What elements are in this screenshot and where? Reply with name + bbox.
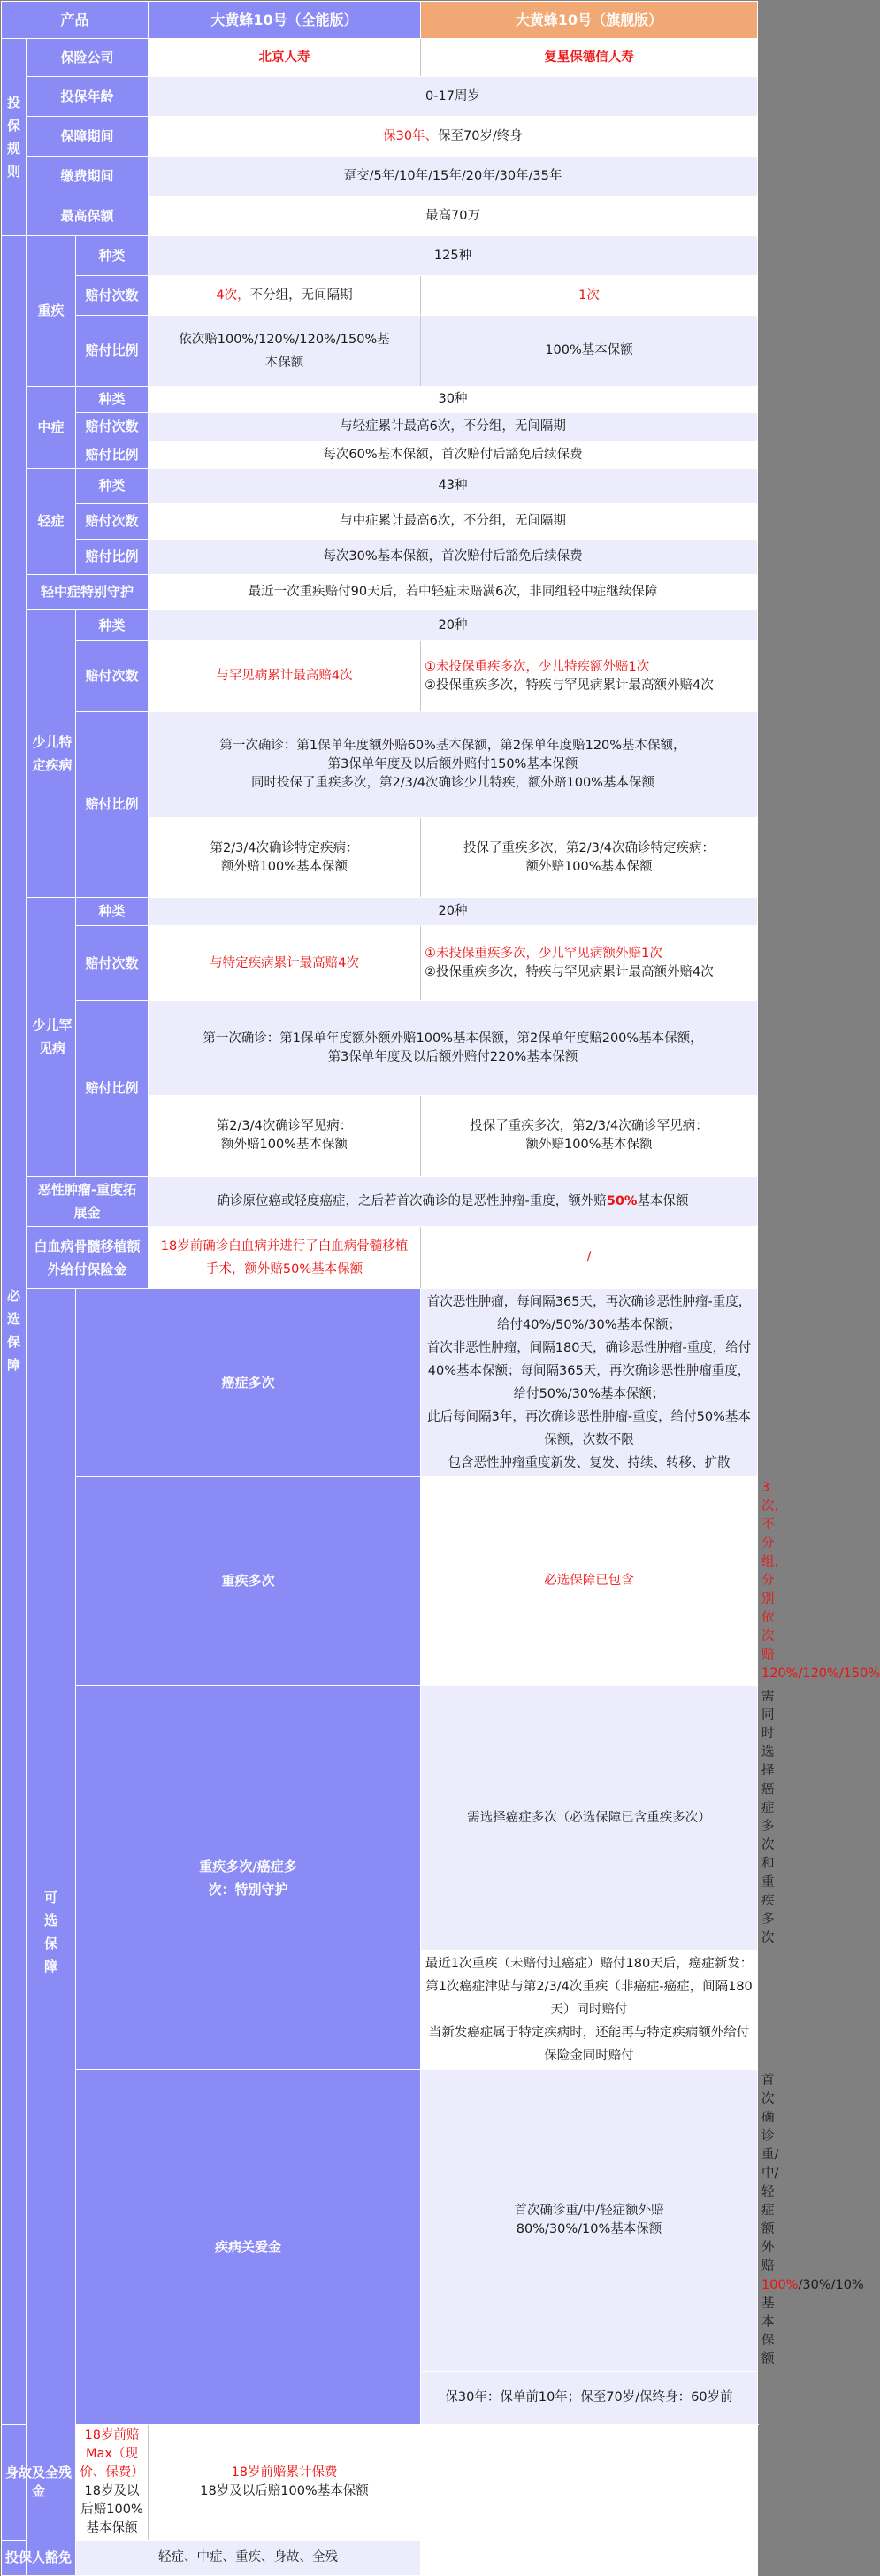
death-label: 身故及全残金 — [2, 2425, 76, 2541]
mild-types-row — [2, 469, 758, 504]
critical-ratio-a: 依次赔100%/120%/120%/150%基本保额 — [149, 316, 421, 387]
special-protect-a: 需选择癌症多次（必选保障已含重疾多次） — [421, 1686, 758, 1951]
waiver-row — [2, 2541, 758, 2576]
child-rare-times-label: 赔付次数 — [76, 926, 149, 1001]
child-rare-ratio-b: 投保了重疾多次，第2/3/4次确诊罕见病： 额外赔100%基本保额 — [421, 1096, 758, 1177]
care-fund-label: 疾病关爱金 — [76, 2070, 421, 2425]
death-a: 18岁前赔Max（现价、保费） 18岁及以后赔100%基本保额 — [76, 2425, 149, 2541]
critical-label: 重疾 — [27, 236, 76, 387]
child-rare-ratio-row — [2, 1001, 758, 1096]
header-row — [2, 2, 758, 39]
special-guard-value: 最近一次重疾赔付90天后，若中轻症未赔满6次，非同组轻中症继续保障 — [149, 575, 758, 610]
child-rare-types-row — [2, 898, 758, 926]
term-value: 保30年、保至70岁/终身 — [149, 117, 758, 157]
mild-ratio-row — [2, 540, 758, 575]
moderate-types-label: 种类 — [76, 387, 149, 413]
death-b: 18岁前赔累计保费 18岁及以后赔100%基本保额 — [149, 2425, 421, 2541]
optional-group-label: 可选保障 — [27, 1289, 76, 2576]
mild-label: 轻症 — [27, 469, 76, 575]
leukemia-label: 白血病骨髓移植额外给付保险金 — [27, 1227, 149, 1289]
child-rare-ratio-label: 赔付比例 — [76, 1001, 149, 1177]
waiver-value: 轻症、中症、重疾、身故、全残 — [76, 2541, 421, 2576]
special-guard-row — [2, 575, 758, 610]
cancer-multi-row — [2, 1289, 758, 1477]
moderate-ratio-value: 每次60%基本保额，首次赔付后豁免后续保费 — [149, 441, 758, 469]
moderate-types-value: 30种 — [149, 387, 758, 413]
moderate-ratio-row — [2, 441, 758, 469]
child-rare-label: 少儿罕见病 — [27, 898, 76, 1177]
child-specific-ratio-label: 赔付比例 — [76, 712, 149, 898]
mild-types-value: 43种 — [149, 469, 758, 504]
moderate-times-label: 赔付次数 — [76, 413, 149, 441]
special-protect-row: 重疾多次/癌症多次：特别守护 需选择癌症多次（必选保障已含重疾多次） 需同时选择癌症多次和重疾多次 — [2, 1686, 758, 1951]
mild-types-label: 种类 — [76, 469, 149, 504]
col-b-header: 大黄蜂10号（旗舰版） — [421, 2, 758, 39]
critical-ratio-b: 100%基本保额 — [421, 316, 758, 387]
company-b: 复星保德信人寿 — [421, 39, 758, 77]
mild-ratio-value: 每次30%基本保额，首次赔付后豁免后续保费 — [149, 540, 758, 575]
leukemia-row — [2, 1227, 758, 1289]
critical-multi-a: 必选保障已包含 — [421, 1477, 758, 1686]
child-specific-times-a: 与罕见病累计最高赔4次 — [149, 641, 421, 712]
child-specific-ratio-shared: 第一次确诊：第1保单年度额外赔60%基本保额，第2保单年度赔120%基本保额， 第3保单年度及以后额外赔付150%基本保额 同时投保了重疾多次，第2/3/4次确诊少儿特疾，额外赔100%基本保额 — [149, 712, 758, 818]
child-rare-times-row — [2, 926, 758, 1001]
moderate-types-row — [2, 387, 758, 413]
child-specific-times-row — [2, 641, 758, 712]
moderate-ratio-label: 赔付比例 — [76, 441, 149, 469]
cancer-multi-value: 首次恶性肿瘤，每间隔365天，再次确诊恶性肿瘤-重度，给付40%/50%/30%基本保额； 首次非恶性肿瘤，间隔180天，确诊恶性肿瘤-重度，给付40%基本保额；每间隔365天，再次确诊恶性肿瘤重度，给付50%/30%基本保额； 此后每间隔3年，再次确诊恶性肿瘤-重度，给付50%基本保额，次数不限 包含恶性肿瘤重度新发、复发、持续、转移、扩散 — [421, 1289, 758, 1477]
mild-times-value: 与中症累计最高6次，不分组，无间隔期 — [149, 504, 758, 540]
moderate-times-value: 与轻症累计最高6次，不分组，无间隔期 — [149, 413, 758, 441]
child-rare-times-a: 与特定疾病累计最高赔4次 — [149, 926, 421, 1001]
moderate-label: 中症 — [27, 387, 76, 469]
tumor-ext-label: 恶性肿瘤-重度拓展金 — [27, 1177, 149, 1227]
critical-times-row — [2, 276, 758, 316]
waiver-label: 投保人豁免 — [2, 2541, 76, 2576]
mild-ratio-label: 赔付比例 — [76, 540, 149, 575]
child-specific-ratio-a: 第2/3/4次确诊特定疾病： 额外赔100%基本保额 — [149, 818, 421, 898]
required-group-label: 必选保障 — [2, 236, 27, 2425]
mild-times-label: 赔付次数 — [76, 504, 149, 540]
child-specific-ratio-row — [2, 712, 758, 818]
child-specific-types-label: 种类 — [76, 610, 149, 641]
tumor-ext-row — [2, 1177, 758, 1227]
critical-times-a: 4次，不分组，无间隔期 — [149, 276, 421, 316]
child-specific-ratio-b: 投保了重疾多次，第2/3/4次确诊特定疾病： 额外赔100%基本保额 — [421, 818, 758, 898]
critical-times-b: 1次 — [421, 276, 758, 316]
child-rare-types-value: 20种 — [149, 898, 758, 926]
critical-ratio-label: 赔付比例 — [76, 316, 149, 387]
critical-types-label: 种类 — [76, 236, 149, 276]
child-rare-ratio-shared: 第一次确诊：第1保单年度额外额外赔100%基本保额，第2保单年度赔200%基本保额， 第3保单年度及以后额外赔付220%基本保额 — [149, 1001, 758, 1096]
company-a: 北京人寿 — [149, 39, 421, 77]
care-fund-shared: 保30年：保单前10年；保至70岁/保终身：60岁前 — [421, 2372, 758, 2425]
death-row — [2, 2425, 758, 2541]
care-fund-row: 疾病关爱金 首次确诊重/中/轻症额外赔 80%/30%/10%基本保额 首次确诊重/中/轻症额外赔 100%/30%/10%基本保额 — [2, 2070, 758, 2372]
age-row — [2, 77, 758, 117]
critical-types-row — [2, 236, 758, 276]
special-protect-shared: 最近1次重疾（未赔付过癌症）赔付180天后，癌症新发： 第1次癌症津贴与第2/3/4次重疾（非癌症-癌症，间隔180天）同时赔付 当新发癌症属于特定疾病时，还能再与特定疾病额外给付保险金同时赔付 — [421, 1951, 758, 2070]
critical-multi-row: 重疾多次 必选保障已包含 3次，不分组，分别依次赔120%/120%/150% — [2, 1477, 758, 1686]
child-specific-types-value: 20种 — [149, 610, 758, 641]
product-header: 产品 — [2, 2, 149, 39]
rules-group-label: 投保规则 — [2, 39, 27, 236]
leukemia-a: 18岁前确诊白血病并进行了白血病骨髓移植手术，额外赔50%基本保额 — [149, 1227, 421, 1289]
care-fund-a: 首次确诊重/中/轻症额外赔 80%/30%/10%基本保额 — [421, 2070, 758, 2372]
critical-types-value: 125种 — [149, 236, 758, 276]
moderate-times-row — [2, 413, 758, 441]
insurance-comparison-table — [1, 1, 880, 2576]
cancer-multi-label: 癌症多次 — [76, 1289, 421, 1477]
term-label: 保障期间 — [27, 117, 149, 157]
child-specific-times-b: ①未投保重疾多次，少儿特疾额外赔1次 ②投保重疾多次，特疾与罕见病累计最高额外赔4次 — [421, 641, 758, 712]
max-amount-label: 最高保额 — [27, 196, 149, 236]
critical-times-label: 赔付次数 — [76, 276, 149, 316]
tumor-ext-value: 确诊原位癌或轻度癌症，之后若首次确诊的是恶性肿瘤-重度，额外赔50%基本保额 — [149, 1177, 758, 1227]
payment-label: 缴费期间 — [27, 157, 149, 196]
child-rare-ratio-a: 第2/3/4次确诊罕见病： 额外赔100%基本保额 — [149, 1096, 421, 1177]
payment-row — [2, 157, 758, 196]
special-protect-label: 重疾多次/癌症多次：特别守护 — [76, 1686, 421, 2070]
child-specific-label: 少儿特定疾病 — [27, 610, 76, 898]
max-amount-value: 最高70万 — [149, 196, 758, 236]
child-rare-types-label: 种类 — [76, 898, 149, 926]
age-value: 0-17周岁 — [149, 77, 758, 117]
company-row — [2, 39, 758, 77]
special-guard-label: 轻中症特别守护 — [27, 575, 149, 610]
max-amount-row — [2, 196, 758, 236]
payment-value: 趸交/5年/10年/15年/20年/30年/35年 — [149, 157, 758, 196]
term-row — [2, 117, 758, 157]
company-label: 保险公司 — [27, 39, 149, 77]
leukemia-b: / — [421, 1227, 758, 1289]
col-a-header: 大黄蜂10号（全能版） — [149, 2, 421, 39]
age-label: 投保年龄 — [27, 77, 149, 117]
child-specific-types-row — [2, 610, 758, 641]
critical-multi-label: 重疾多次 — [76, 1477, 421, 1686]
child-rare-times-b: ①未投保重疾多次，少儿罕见病额外赔1次 ②投保重疾多次，特疾与罕见病累计最高额外赔4次 — [421, 926, 758, 1001]
mild-times-row — [2, 504, 758, 540]
child-specific-times-label: 赔付次数 — [76, 641, 149, 712]
critical-ratio-row — [2, 316, 758, 387]
